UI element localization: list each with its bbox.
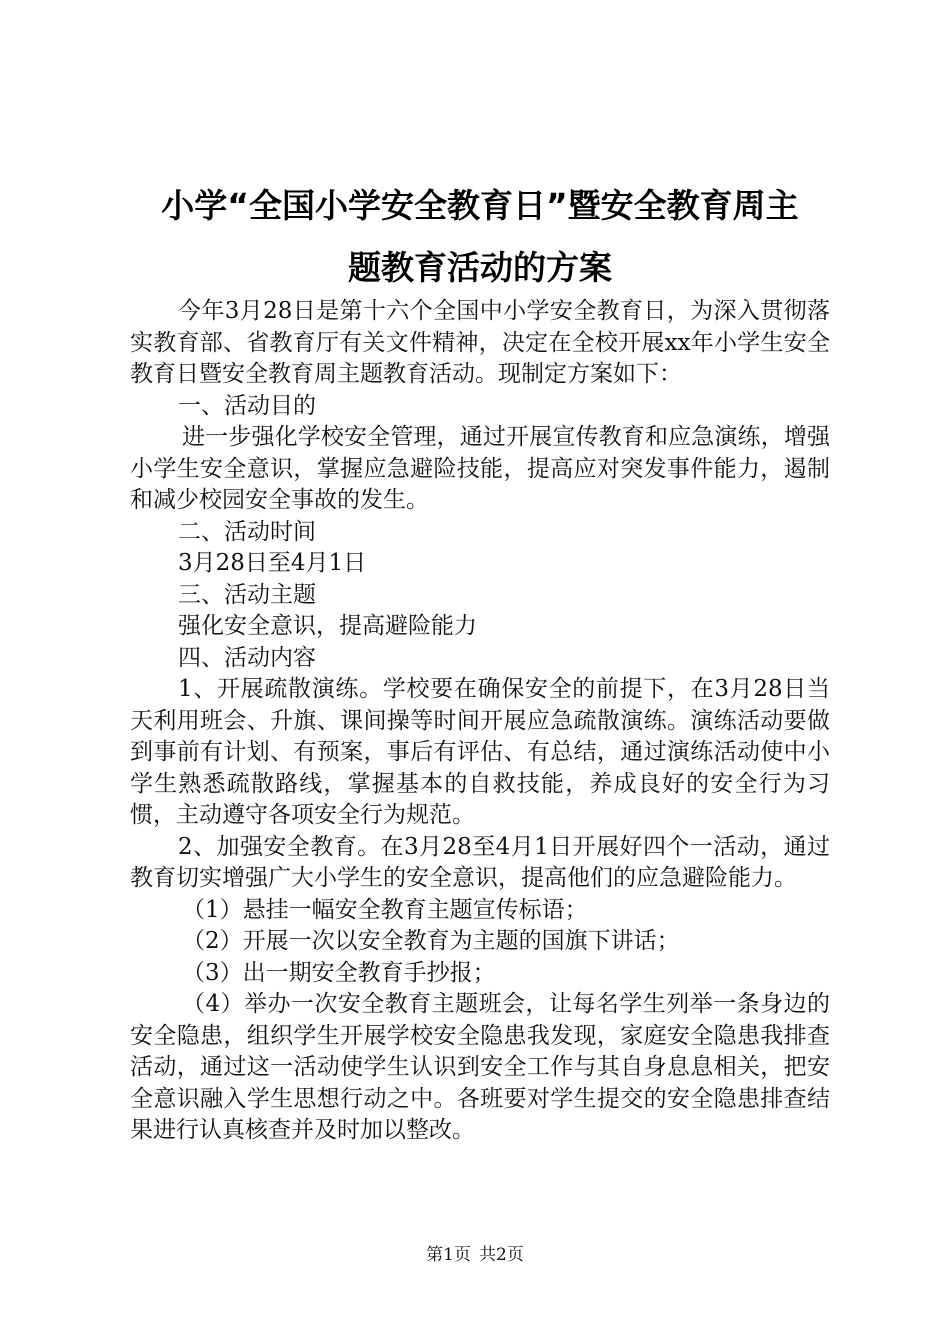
paragraph-time: 3月28日至4月1日 <box>178 550 367 576</box>
paragraph-content-2: 2、加强安全教育。在3月28至4月1日开展好四个一活动，通过教育切实增强广大小学生的安全意识，提高他们的应急避险能力。 <box>130 833 830 891</box>
heading-section-3: 三、活动主题 <box>178 581 316 608</box>
list-item-1: （1）悬挂一幅安全教育主题宣传标语； <box>182 896 588 923</box>
page-total: 共2页 <box>479 1245 524 1265</box>
paragraph-theme: 强化安全意识，提高避险能力 <box>178 613 477 639</box>
list-item-2: （2）开展一次以安全教育为主题的国旗下讲话； <box>182 928 680 954</box>
heading-section-4: 四、活动内容 <box>178 644 316 671</box>
paragraph-intro: 今年3月28日是第十六个全国中小学安全教育日，为深入贯彻落实教育部、省教育厅有关文件精神，决定在全校开展xx年小学生安全教育日暨安全教育周主题教育活动。现制定方案如下： <box>130 298 830 387</box>
document-title-line1: 小学“全国小学安全教育日”暨安全教育周主 <box>161 186 799 225</box>
list-item-4: （4）举办一次安全教育主题班会，让每名学生列举一条身边的安全隐患，组织学生开展学校安全隐患我发现，家庭安全隐患我排查活动，通过这一活动使学生认识到安全工作与其自身息息相关，把安全意识融入学生思想行动之中。各班要对学生提交的安全隐患排查结果进行认真核查并及时加以整改。 <box>130 991 830 1143</box>
paragraph-purpose: 进一步强化学校安全管理，通过开展宣传教育和应急演练，增强小学生安全意识，掌握应急避险技能，提高应对突发事件能力，遏制和减少校园安全事故的发生。 <box>130 424 830 513</box>
page-footer <box>0 1240 950 1265</box>
page-number: 第1页 <box>426 1245 471 1265</box>
document-title-line2: 题教育活动的方案 <box>348 248 612 287</box>
heading-section-1: 一、活动目的 <box>178 392 316 419</box>
paragraph-content-1: 1、开展疏散演练。学校要在确保安全的前提下，在3月28日当天利用班会、升旗、课间操等时间开展应急疏散演练。演练活动要做到事前有计划、有预案，事后有评估、有总结，通过演练活动使中小学生熟悉疏散路线，掌握基本的自救技能，养成良好的安全行为习惯，主动遵守各项安全行为规范。 <box>130 676 830 828</box>
document-body <box>130 296 830 1147</box>
list-item-3: （3）出一期安全教育手抄报； <box>182 959 496 986</box>
heading-section-2: 二、活动时间 <box>178 518 316 545</box>
